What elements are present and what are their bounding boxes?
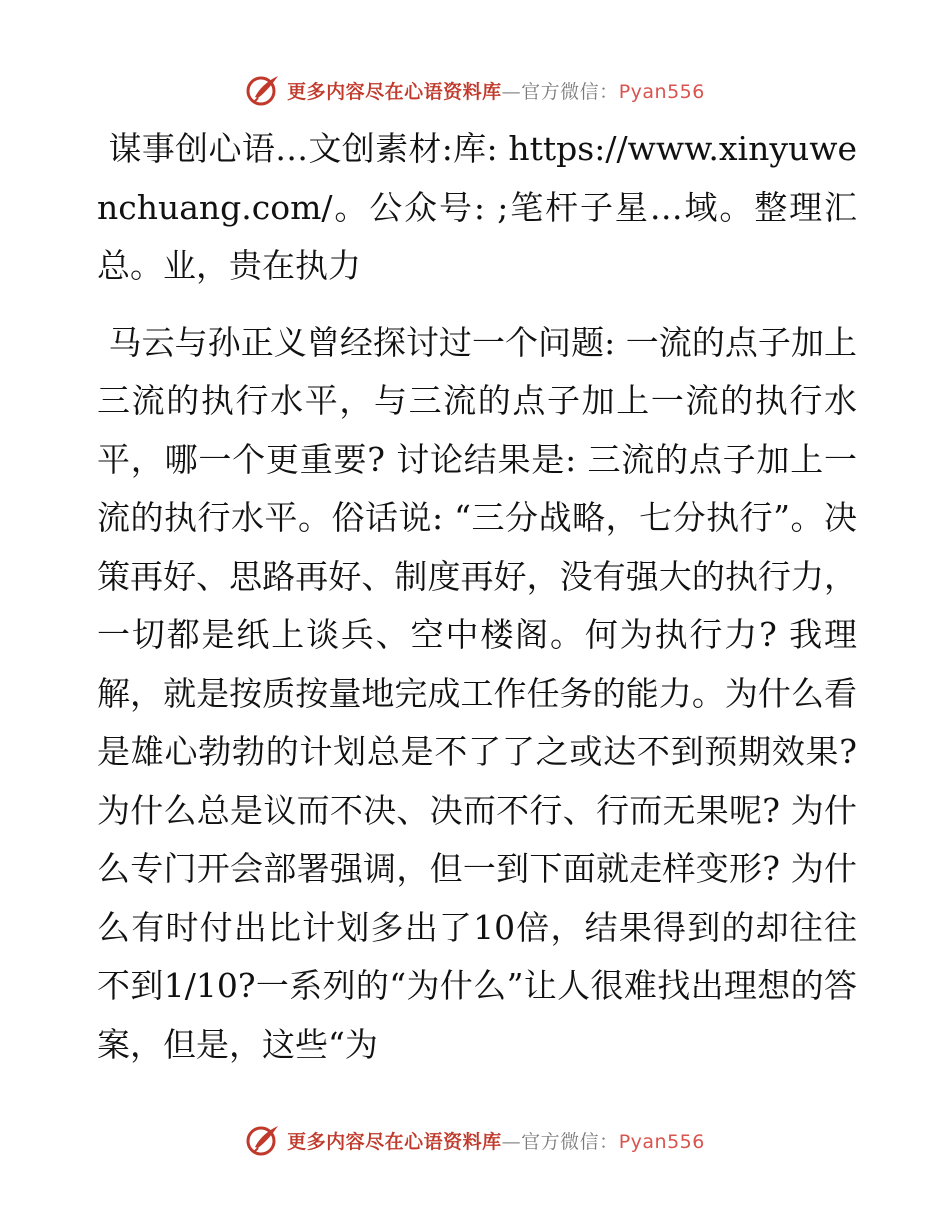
feather-pen-logo-icon [245,73,281,107]
banner-wechat-id: Pyan556 [618,1130,705,1153]
banner-wechat-id: Pyan556 [618,80,705,103]
banner-dash: — [501,80,522,103]
banner-slogan: 更多内容尽在心语资料库 [287,1130,502,1153]
paragraph-main: 马云与孙正义曾经探讨过一个问题: 一流的点子加上三流的执行水平，与三流的点子加上一流的执行水平，哪一个更重要? 讨论结果是: 三流的点子加上一流的执行水平。俗话说: “三分战略，七分执行”。决策再好、思路再好、制度再好，没有强大的执行力，一切都是纸上谈兵、空中楼阁。何为执行力? 我理解，就是按质按量地完成工作任务的能力。为什么看是雄心勃勃的计划总是不了了之或达不到预期效果? 为什么总是议而不决、决而不行、行而无果呢? 为什么专门开会部署强调，但一到下面就走样变形? 为什么有时付出比计划多出了10倍，结果得到的却往往不到1/10?一系列的“为什么”让人很难找出理想的答案，但是，这些“为 [97,322,857,1064]
header-watermark-banner [0,70,950,110]
document-body [97,120,857,1074]
banner-dash: — [501,1130,522,1153]
banner-wechat-label: 官方微信： [521,80,619,103]
banner-wechat-label: 官方微信： [521,1130,619,1153]
paragraph-source-note: 谋事创心语…文创素材:库: https://www.xinyuwenchuang.com/。公众号: ;笔杆子星…域。整理汇总。业，贵在执力 [97,129,857,285]
footer-watermark-banner [0,1120,950,1160]
banner-slogan: 更多内容尽在心语资料库 [287,80,502,103]
feather-pen-logo-icon [245,1123,281,1157]
